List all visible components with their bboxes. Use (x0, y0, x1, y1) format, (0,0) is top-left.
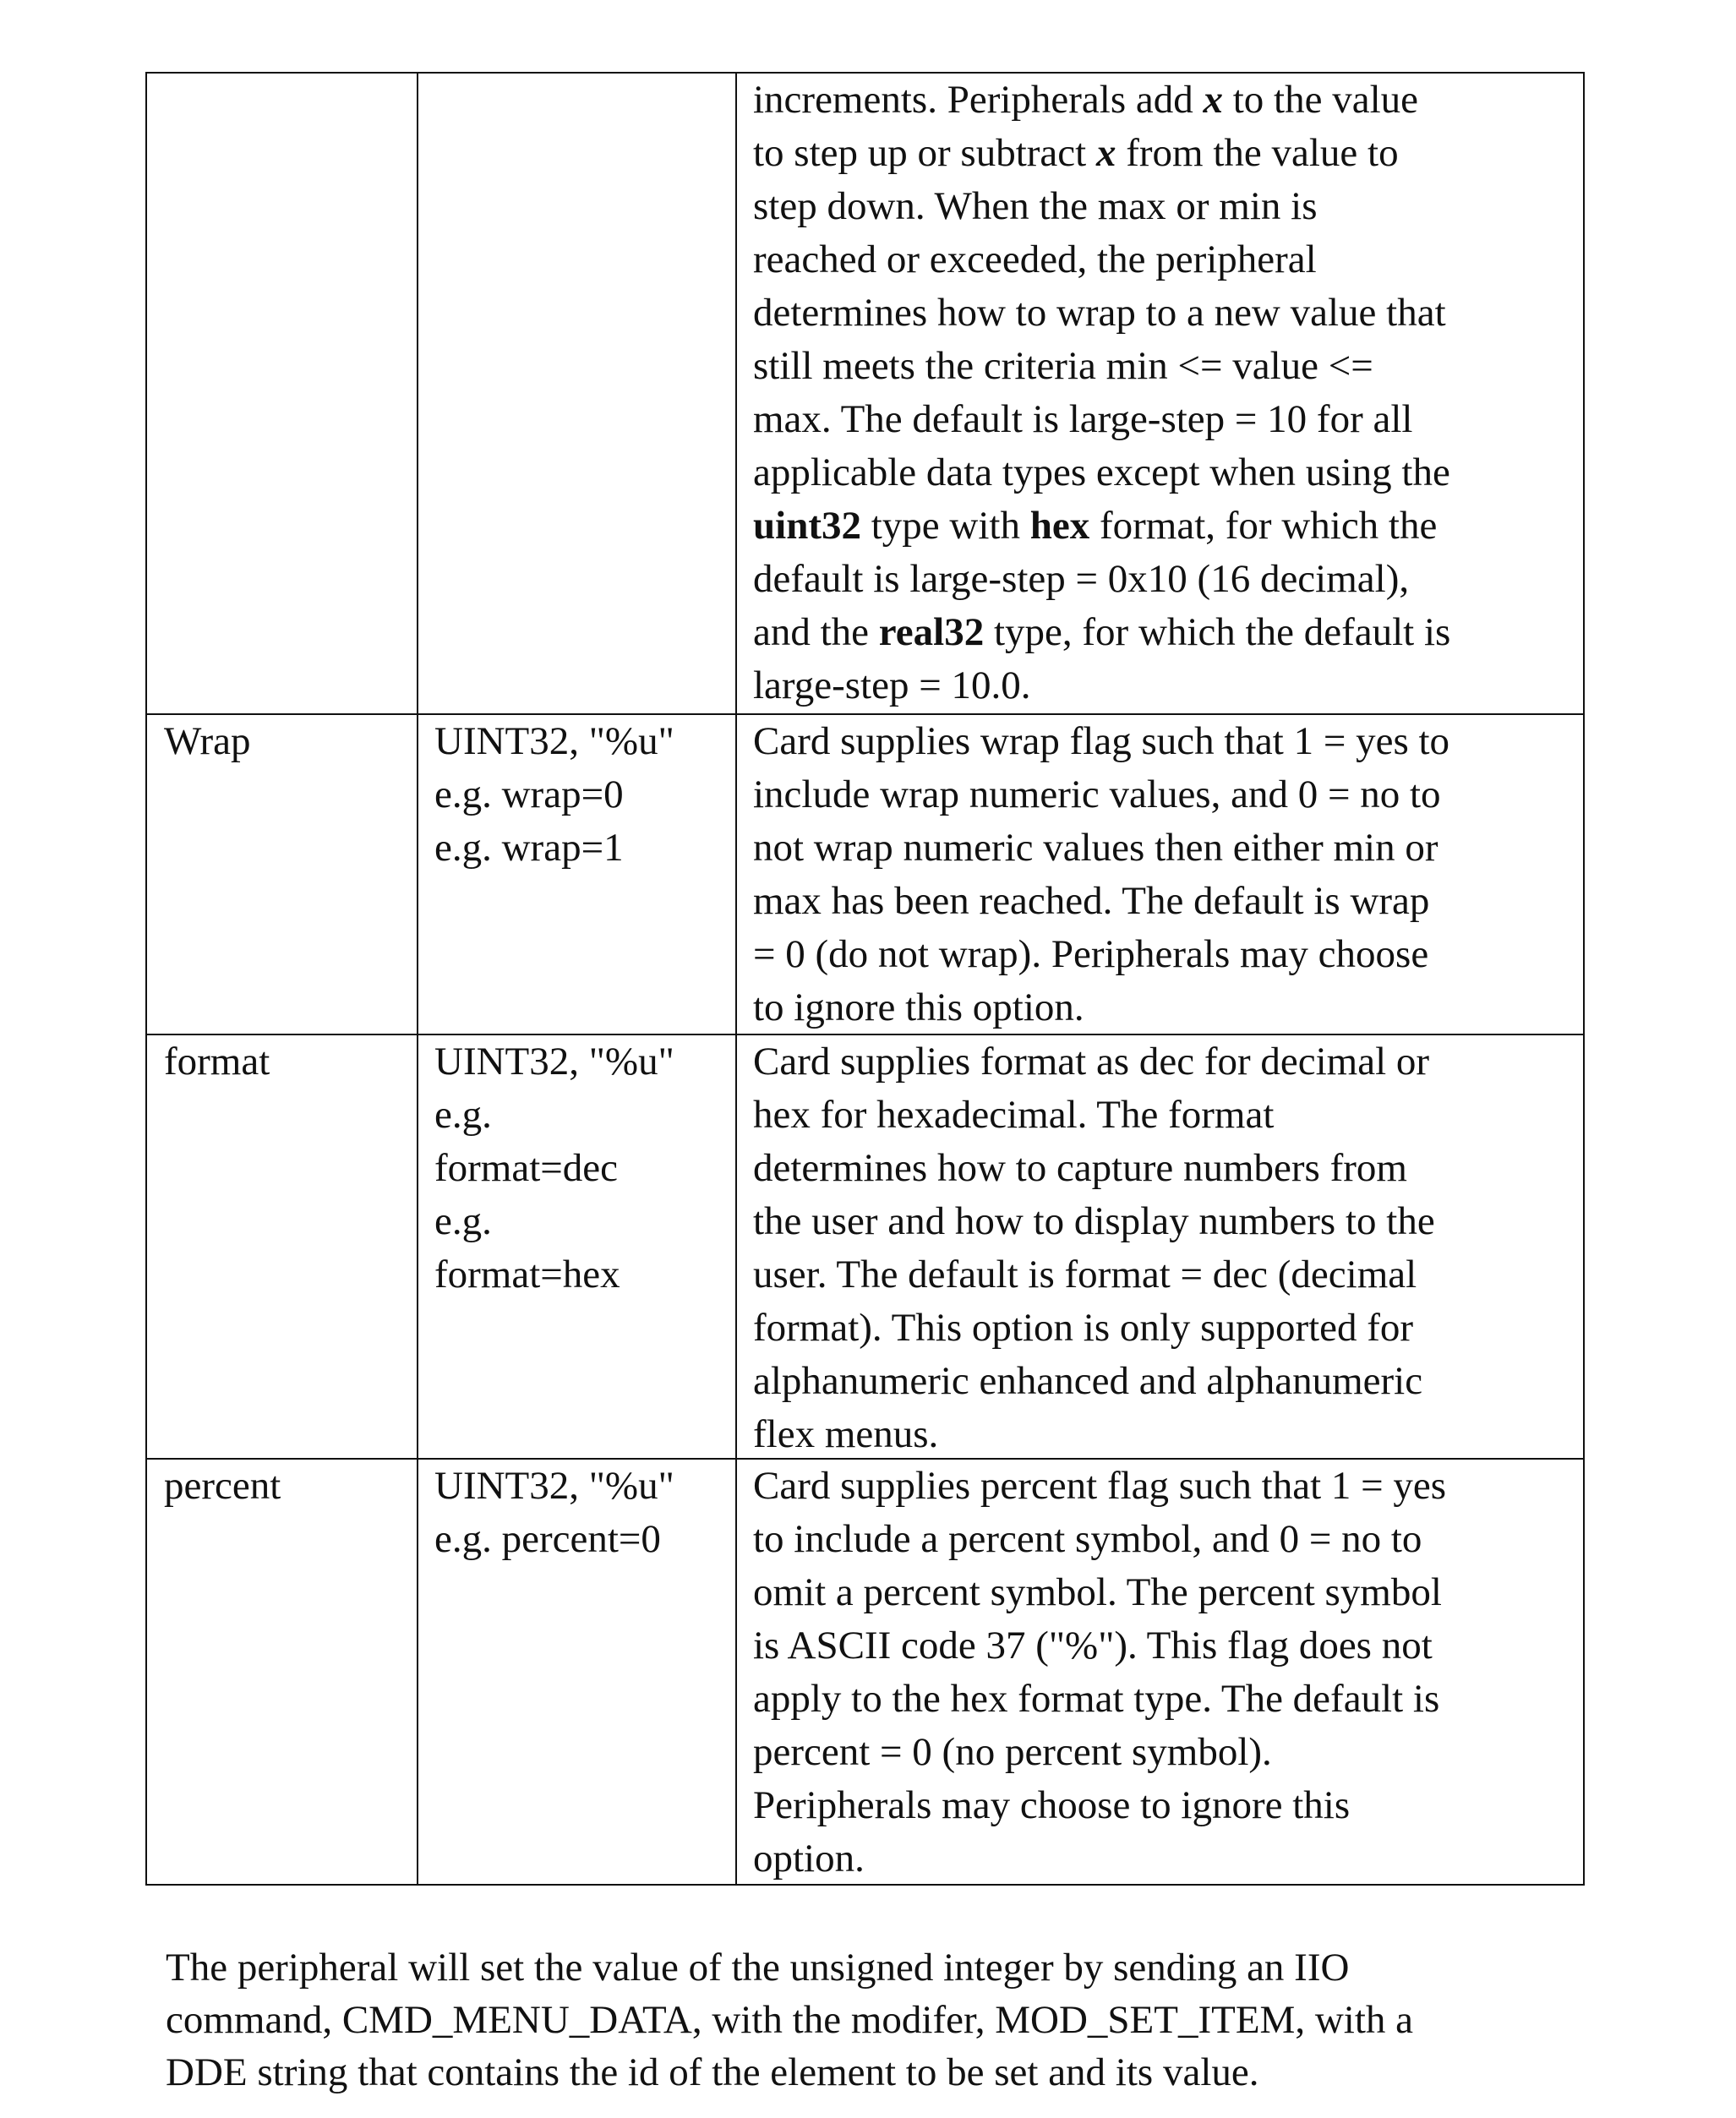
text-segment: flex menus. (753, 1412, 938, 1456)
body-paragraph (166, 1941, 1413, 2099)
type-line: UINT32, "%u" (434, 1035, 674, 1089)
description-line (753, 1779, 1446, 1832)
text-segment: omit a percent symbol. The percent symbol (753, 1570, 1442, 1614)
description-line (753, 1142, 1435, 1195)
text-segment: format, for which the (1089, 504, 1437, 548)
description-line (753, 340, 1450, 393)
table-row (147, 1035, 1583, 1460)
paragraph-line: DDE string that contains the id of the element to be set and its value. (166, 2046, 1413, 2099)
text-segment: alphanumeric enhanced and alphanumeric (753, 1359, 1422, 1403)
parameter-description (753, 74, 1450, 712)
text-segment: Card supplies percent flag such that 1 = yes (753, 1464, 1446, 1508)
parameter-name: Wrap (164, 715, 251, 768)
text-segment: determines how to capture numbers from (753, 1146, 1407, 1190)
text-segment: hex for hexadecimal. The format (753, 1093, 1274, 1137)
description-line (753, 715, 1449, 768)
text-segment: Card supplies wrap flag such that 1 = yes to (753, 719, 1449, 763)
description-line (753, 1619, 1446, 1673)
table-row (147, 715, 1583, 1035)
parameter-description (753, 715, 1449, 1034)
type-line: e.g. percent=0 (434, 1513, 674, 1566)
text-segment: from the value to (1116, 131, 1398, 175)
description-line (753, 1566, 1446, 1619)
emphasized-text: x (1204, 78, 1224, 122)
emphasized-text: hex (1030, 504, 1090, 548)
text-segment: is ASCII code 37 ("%"). This flag does not (753, 1624, 1433, 1668)
description-line (753, 1089, 1435, 1142)
description-line (753, 1355, 1435, 1408)
text-segment: determines how to wrap to a new value that (753, 291, 1446, 335)
text-segment: to ignore this option. (753, 985, 1084, 1029)
parameter-description (753, 1460, 1446, 1886)
description-line (753, 875, 1449, 928)
text-segment: percent = 0 (no percent symbol). (753, 1730, 1272, 1774)
text-segment: and the (753, 610, 879, 654)
text-segment: reached or exceeded, the peripheral (753, 237, 1317, 281)
emphasized-text: x (1096, 131, 1116, 175)
description-line (753, 1302, 1435, 1355)
text-segment: max. The default is large-step = 10 for all (753, 397, 1412, 441)
type-line: e.g. wrap=1 (434, 822, 674, 875)
description-line (753, 127, 1450, 180)
type-line: UINT32, "%u" (434, 715, 674, 768)
type-line: e.g. wrap=0 (434, 768, 674, 822)
text-segment: to include a percent symbol, and 0 = no to (753, 1517, 1422, 1561)
description-line (753, 1832, 1446, 1886)
text-segment: applicable data types except when using the (753, 450, 1450, 494)
text-segment: still meets the criteria min <= value <= (753, 344, 1373, 388)
emphasized-text: uint32 (753, 504, 861, 548)
text-segment: the user and how to display numbers to the (753, 1199, 1435, 1243)
text-segment: to the value (1223, 78, 1418, 122)
text-segment: step down. When the max or min is (753, 184, 1317, 228)
description-line (753, 233, 1450, 287)
description-line (753, 1726, 1446, 1779)
description-line (753, 1035, 1435, 1089)
type-line: UINT32, "%u" (434, 1460, 674, 1513)
text-segment: format). This option is only supported for (753, 1306, 1413, 1350)
description-line (753, 393, 1450, 446)
description-line (753, 659, 1450, 712)
text-segment: type, for which the default is (984, 610, 1450, 654)
table-row (147, 1460, 1583, 1887)
text-segment: apply to the hex format type. The default is (753, 1677, 1439, 1721)
emphasized-text: real32 (879, 610, 984, 654)
parameter-name: percent (164, 1460, 281, 1513)
paragraph-line: command, CMD_MENU_DATA, with the modifer, MOD_SET_ITEM, with a (166, 1994, 1413, 2046)
text-segment: option. (753, 1837, 865, 1881)
parameter-name: format (164, 1035, 270, 1089)
type-line: e.g. (434, 1195, 674, 1248)
description-line (753, 180, 1450, 233)
description-line (753, 1673, 1446, 1726)
parameter-type (434, 1460, 674, 1566)
text-segment: default is large-step = 0x10 (16 decimal), (753, 557, 1409, 601)
description-line (753, 287, 1450, 340)
text-segment: Peripherals may choose to ignore this (753, 1783, 1350, 1827)
parameter-table (145, 72, 1585, 1886)
parameter-type (434, 1035, 674, 1302)
text-segment: increments. Peripherals add (753, 78, 1204, 122)
description-line (753, 1408, 1435, 1461)
text-segment: to step up or subtract (753, 131, 1096, 175)
text-segment: not wrap numeric values then either min or (753, 826, 1438, 870)
text-segment: include wrap numeric values, and 0 = no to (753, 772, 1441, 816)
description-line (753, 1248, 1435, 1302)
text-segment: type with (861, 504, 1030, 548)
description-line (753, 74, 1450, 127)
type-line: format=hex (434, 1248, 674, 1302)
parameter-description (753, 1035, 1435, 1461)
description-line (753, 1513, 1446, 1566)
description-line (753, 1195, 1435, 1248)
description-line (753, 446, 1450, 499)
type-line: format=dec (434, 1142, 674, 1195)
type-line: e.g. (434, 1089, 674, 1142)
table-row (147, 74, 1583, 715)
description-line (753, 768, 1449, 822)
parameter-type (434, 715, 674, 875)
description-line (753, 499, 1450, 553)
text-segment: Card supplies format as dec for decimal or (753, 1040, 1429, 1084)
description-line (753, 822, 1449, 875)
description-line (753, 1460, 1446, 1513)
paragraph-line: The peripheral will set the value of the unsigned integer by sending an IIO (166, 1941, 1413, 1994)
description-line (753, 981, 1449, 1034)
text-segment: max has been reached. The default is wrap (753, 879, 1429, 923)
text-segment: = 0 (do not wrap). Peripherals may choose (753, 932, 1428, 976)
text-segment: large-step = 10.0. (753, 663, 1030, 707)
description-line (753, 553, 1450, 606)
description-line (753, 606, 1450, 659)
description-line (753, 928, 1449, 981)
text-segment: user. The default is format = dec (decimal (753, 1253, 1417, 1296)
